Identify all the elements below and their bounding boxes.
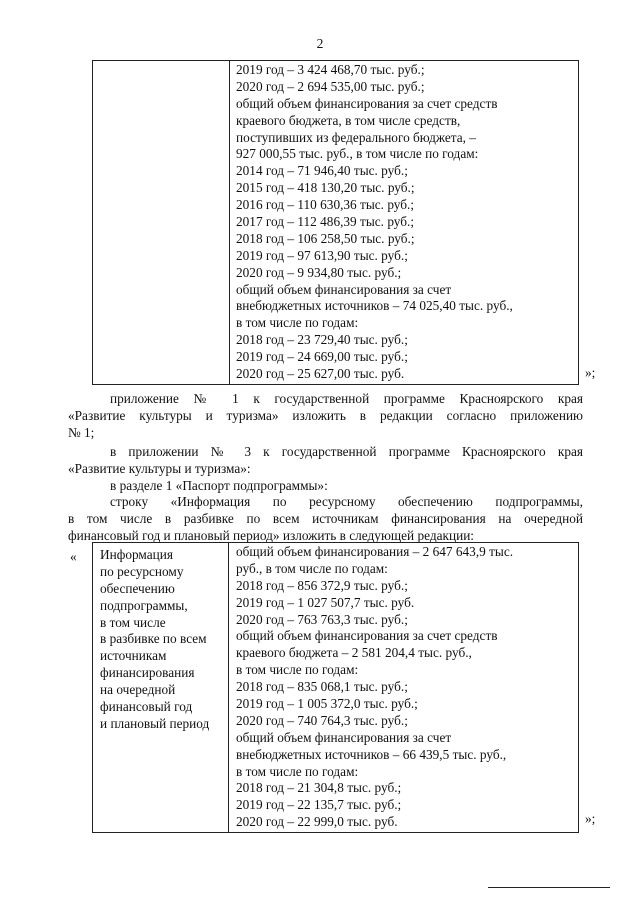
table-line: в том числе по годам: xyxy=(236,315,359,331)
table-line: и плановый период xyxy=(100,715,210,731)
funding-table-new xyxy=(92,542,579,833)
table-line: 2020 год – 763 763,3 тыс. руб.; xyxy=(236,611,408,627)
table-line: краевого бюджета, в том числе средств, xyxy=(236,112,461,128)
table-line: общий объем финансирования за счет средств xyxy=(236,628,498,644)
table-line: внебюджетных источников – 66 439,5 тыс. руб., xyxy=(236,746,507,762)
paragraph-line: финансовый год и плановый период» изложить в следующей редакции: xyxy=(68,528,475,543)
table-left-cell xyxy=(93,543,229,832)
table-line: 2020 год – 22 999,0 тыс. руб. xyxy=(236,814,398,830)
table-line: внебюджетных источников – 74 025,40 тыс. руб., xyxy=(236,298,513,314)
table-line: в том числе по годам: xyxy=(236,763,359,779)
table-line: 927 000,55 тыс. руб., в том числе по годам: xyxy=(236,146,479,162)
table-line: 2017 год – 112 486,39 тыс. руб.; xyxy=(236,214,415,230)
table-line: 2014 год – 71 946,40 тыс. руб.; xyxy=(236,163,408,179)
closing-quote: »; xyxy=(585,365,596,380)
table-line: 2018 год – 106 258,50 тыс. руб.; xyxy=(236,230,415,246)
table-line: обеспечению xyxy=(100,580,175,596)
table-line: поступивших из федерального бюджета, – xyxy=(236,129,476,145)
table-line: источникам xyxy=(100,648,167,664)
table-line: 2018 год – 835 068,1 тыс. руб.; xyxy=(236,679,408,695)
table-line: 2018 год – 21 304,8 тыс. руб.; xyxy=(236,780,402,796)
table-line: краевого бюджета – 2 581 204,4 тыс. руб., xyxy=(236,645,472,661)
paragraph-line: строку «Информация по ресурсному обеспечению подпрограммы, xyxy=(110,494,583,509)
table-line: 2019 год – 97 613,90 тыс. руб.; xyxy=(236,247,408,263)
table-line: 2016 год – 110 630,36 тыс. руб.; xyxy=(236,197,415,213)
paragraph-row-replace xyxy=(68,493,583,544)
paragraph-appendix-3 xyxy=(68,443,583,477)
table-line: финансовый год xyxy=(100,699,193,715)
page-number: 2 xyxy=(316,36,324,51)
table-line: общий объем финансирования за счет xyxy=(236,281,452,297)
table-line: 2020 год – 9 934,80 тыс. руб.; xyxy=(236,264,402,280)
table-line: 2018 год – 23 729,40 тыс. руб.; xyxy=(236,332,408,348)
opening-quote: « xyxy=(70,549,77,564)
table-line: 2020 год – 2 694 535,00 тыс. руб.; xyxy=(236,78,425,94)
table-right-cell xyxy=(230,61,578,384)
paragraph-line: в приложении № 3 к государственной программе Красноярского края xyxy=(110,444,583,459)
paragraph-line: № 1; xyxy=(68,425,95,440)
table-line: в разбивке по всем xyxy=(100,631,207,647)
paragraph-line: «Развитие культуры и туризма»: xyxy=(68,461,251,476)
table-line: общий объем финансирования за счет средств xyxy=(236,95,498,111)
table-left-cell-empty xyxy=(93,61,230,384)
table-line: общий объем финансирования за счет xyxy=(236,729,452,745)
table-line: по ресурсному xyxy=(100,563,184,579)
paragraph-appendix-1 xyxy=(68,390,583,441)
closing-quote: »; xyxy=(585,811,596,826)
paragraph-line: приложение № 1 к государственной программе Красноярского края xyxy=(110,391,583,406)
table-line: 2015 год – 418 130,20 тыс. руб.; xyxy=(236,180,415,196)
paragraph-section-1 xyxy=(68,477,583,494)
table-line: общий объем финансирования – 2 647 643,9 тыс. xyxy=(236,544,514,559)
table-line: финансирования xyxy=(100,665,195,681)
paragraph-line: в разделе 1 «Паспорт подпрограммы»: xyxy=(110,478,328,493)
table-line: 2019 год – 24 669,00 тыс. руб.; xyxy=(236,349,408,365)
table-line: 2018 год – 856 372,9 тыс. руб.; xyxy=(236,577,408,593)
table-line: Информация xyxy=(100,547,174,562)
table-line: 2020 год – 25 627,00 тыс. руб. xyxy=(236,366,405,382)
table-line: 2020 год – 740 764,3 тыс. руб.; xyxy=(236,712,408,728)
table-line: руб., в том числе по годам: xyxy=(236,560,388,576)
table-right-cell xyxy=(230,543,578,832)
table-line: подпрограммы, xyxy=(100,597,188,613)
table-line: на очередной xyxy=(100,682,176,698)
paragraph-line: в том числе в разбивке по всем источникам финансирования на очередной xyxy=(68,511,583,526)
footer-rule xyxy=(488,887,610,888)
table-line: 2019 год – 1 027 507,7 тыс. руб. xyxy=(236,594,415,610)
table-line: в том числе xyxy=(100,614,166,630)
paragraph-line: «Развитие культуры и туризма» изложить в редакции согласно приложению xyxy=(68,408,583,423)
table-line: 2019 год – 3 424 468,70 тыс. руб.; xyxy=(236,62,425,77)
funding-table-continued xyxy=(92,60,579,385)
table-line: в том числе по годам: xyxy=(236,662,359,678)
table-line: 2019 год – 1 005 372,0 тыс. руб.; xyxy=(236,696,418,712)
table-line: 2019 год – 22 135,7 тыс. руб.; xyxy=(236,797,402,813)
